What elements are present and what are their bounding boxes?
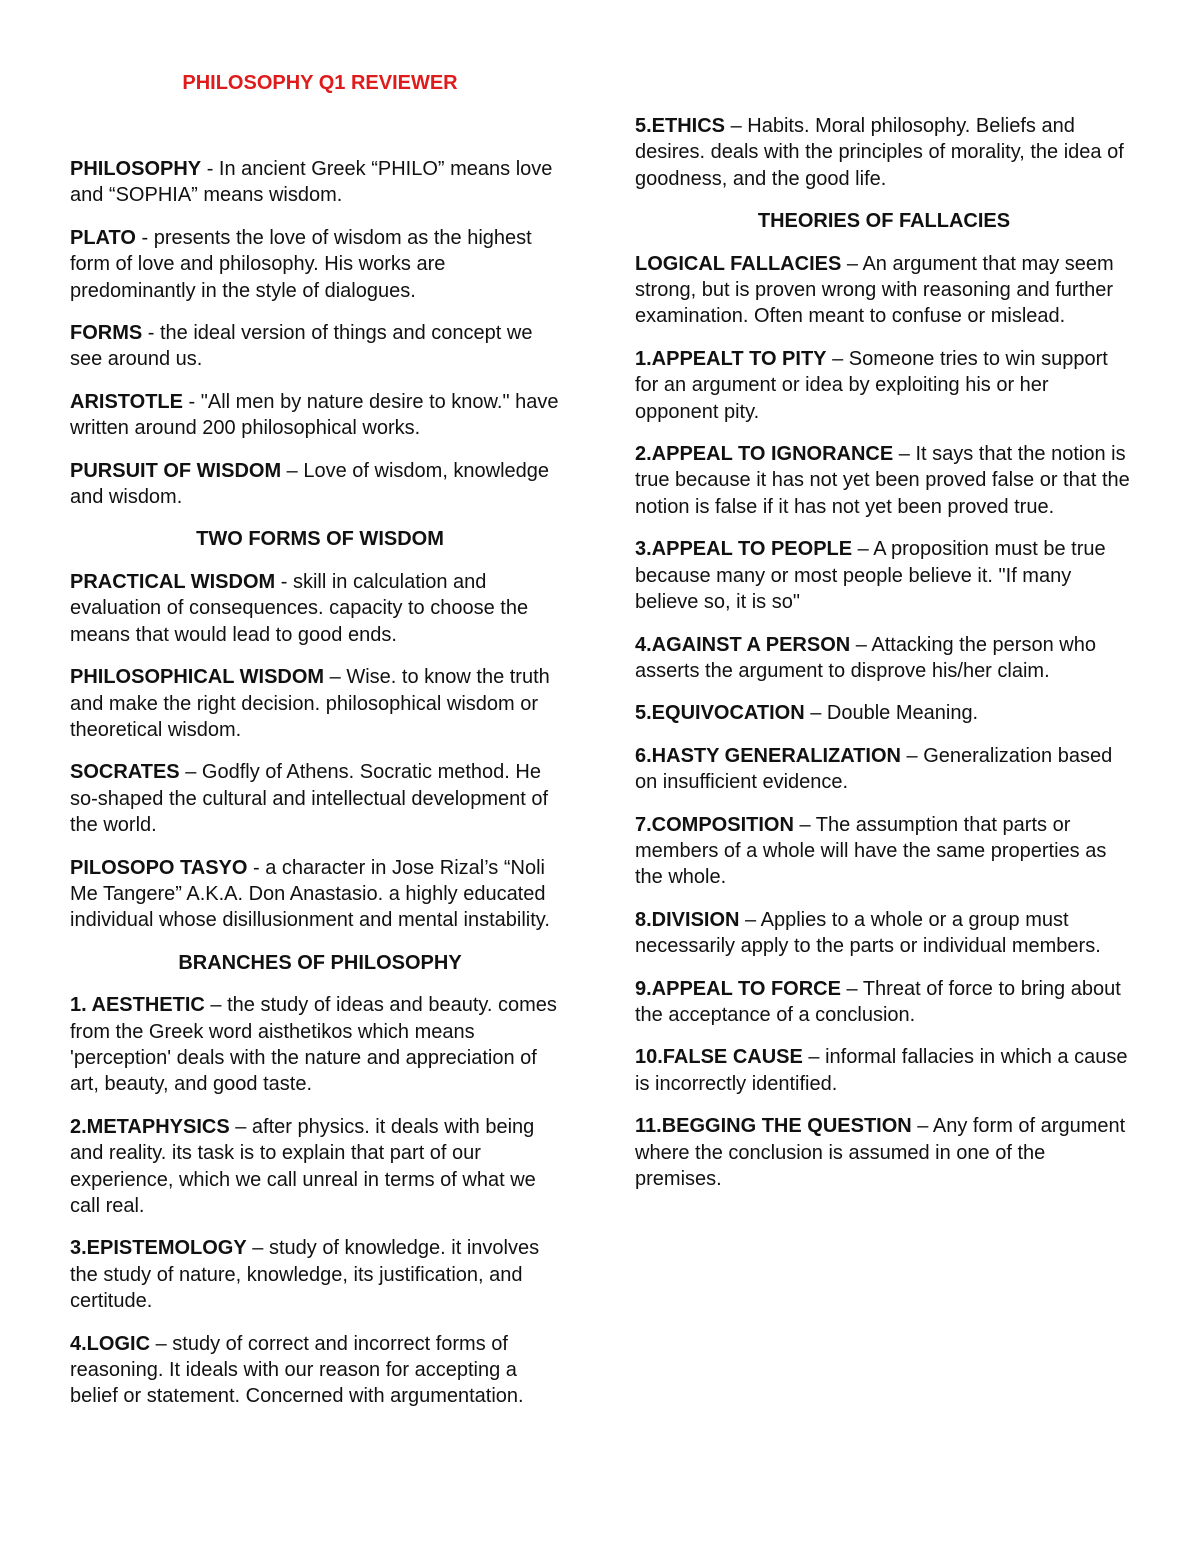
entry-text: Wise. to know the truth and make the right decision. philosophical wisdom or theoretical wisdom. — [70, 666, 550, 741]
definition-entry — [70, 992, 570, 1098]
entry-term: 3.EPISTEMOLOGY — [70, 1237, 247, 1260]
definition-entry — [70, 1235, 570, 1314]
entry-text: Double Meaning. — [826, 702, 979, 725]
entry-separator: – — [804, 702, 827, 725]
definition-entry — [635, 346, 1133, 425]
entry-text: skill in calculation and evaluation of consequences. capacity to choose the means that would lead to good ends. — [70, 570, 529, 646]
entry-separator: - — [182, 390, 201, 413]
definition-entry — [70, 389, 570, 442]
definition-entry — [70, 156, 570, 209]
definition-entry — [635, 907, 1133, 960]
entry-text: presents the love of wisdom as the highest form of love and philosophy. His works are predominantly in the style of dialogues. — [70, 226, 532, 302]
entry-text: the ideal version of things and concept we see around us. — [70, 322, 533, 371]
entry-text: Applies to a whole or a group must necessarily apply to the parts or individual members. — [635, 908, 1101, 958]
entry-separator: - — [247, 856, 266, 879]
entry-separator: – — [826, 347, 849, 370]
entry-term: 4.AGAINST A PERSON — [635, 633, 851, 656]
entry-separator: – — [281, 459, 304, 482]
entry-term: SOCRATES — [70, 761, 180, 784]
entry-term: 10.FALSE CAUSE — [635, 1046, 803, 1069]
entry-text: Threat of force to bring about the acceptance of a conclusion. — [635, 977, 1121, 1026]
intro-list — [70, 156, 570, 510]
entry-term: 2.METAPHYSICS — [70, 1115, 230, 1138]
entry-separator: – — [911, 1115, 933, 1138]
definition-entry — [635, 632, 1133, 685]
definition-entry — [70, 855, 570, 934]
entry-separator: – — [150, 1332, 173, 1355]
definition-entry — [70, 1114, 570, 1220]
entry-separator: – — [793, 813, 816, 836]
entry-text: A proposition must be true because many or most people believe it. "If many believe so, it is so" — [635, 538, 1106, 614]
entry-text: a character in Jose Rizal’s “Noli Me Tangere” A.K.A. Don Anastasio. a highly educated individual whose disillusionment and mental instability. — [70, 856, 550, 932]
entry-separator: - — [275, 570, 293, 593]
wisdom-heading: TWO FORMS OF WISDOM — [196, 528, 444, 551]
entry-text: An argument that may seem strong, but is proven wrong with reasoning and further examination. Often meant to confuse or mislead. — [635, 252, 1114, 328]
entry-separator: – — [852, 538, 874, 561]
wisdom-list — [70, 569, 570, 934]
entry-separator: – — [893, 443, 916, 466]
entry-separator: – — [204, 994, 228, 1017]
entry-text: informal fallacies in which a cause is incorrectly identified. — [635, 1046, 1128, 1095]
entry-text: Someone tries to win support for an argument or idea by exploiting his or her opponent pity. — [635, 347, 1108, 423]
entry-text: study of correct and incorrect forms of reasoning. It ideals with our reason for accepting a belief or statement. Concerned with argumentation. — [70, 1332, 524, 1408]
entry-separator: – — [725, 115, 748, 137]
entry-text: It says that the notion is true because it has not yet been proved false or that the notion is false if it has not yet been proved true. — [635, 443, 1130, 518]
entry-term: LOGICAL FALLACIES — [635, 252, 842, 275]
left-entries — [70, 156, 570, 1426]
entry-term: 7.COMPOSITION — [635, 813, 794, 836]
definition-entry — [635, 536, 1133, 615]
entry-separator: – — [324, 666, 347, 689]
entry-separator: – — [840, 977, 863, 1000]
definition-entry — [70, 759, 570, 838]
entry-text: The assumption that parts or members of a whole will have the same properties as the whole. — [635, 813, 1107, 889]
entry-term: PLATO — [70, 226, 136, 249]
entry-text: Attacking the person who asserts the argument to disprove his/her claim. — [635, 633, 1096, 682]
entry-term: PRACTICAL WISDOM — [70, 570, 276, 593]
entry-separator: – — [841, 252, 863, 275]
definition-entry — [635, 113, 1133, 192]
entry-separator: – — [179, 761, 202, 784]
entry-separator: - — [201, 158, 219, 180]
definition-entry — [70, 458, 570, 511]
entry-text: In ancient Greek “PHILO” means love and “SOPHIA” means wisdom. — [70, 158, 553, 207]
definition-entry — [635, 441, 1133, 520]
definition-entry — [635, 700, 1133, 726]
definition-entry — [635, 1113, 1133, 1192]
entry-separator: – — [802, 1046, 826, 1069]
definition-entry — [635, 812, 1133, 891]
entry-text: the study of ideas and beauty. comes from the Greek word aisthetikos which means 'perception' deals with the nature and appreciation of art, beauty, and good taste. — [70, 994, 557, 1096]
entry-term: ARISTOTLE — [70, 390, 183, 413]
entry-separator: - — [142, 322, 160, 345]
entry-term: 5.EQUIVOCATION — [635, 702, 805, 725]
entry-text: Generalization based on insufficient evidence. — [635, 744, 1113, 794]
entry-text: Love of wisdom, knowledge and wisdom. — [70, 459, 550, 509]
entry-term: 5.ETHICS — [635, 115, 726, 137]
entry-separator: - — [135, 226, 154, 249]
right-entries — [635, 113, 1133, 1208]
fallacies-heading: THEORIES OF FALLACIES — [757, 210, 1011, 233]
entry-term: 8.DIVISION — [635, 908, 740, 931]
entry-term: 3.APPEAL TO PEOPLE — [635, 538, 853, 561]
entry-term: 11.BEGGING THE QUESTION — [635, 1115, 912, 1138]
entry-text: Habits. Moral philosophy. Beliefs and desires. deals with the principles of morality, the idea of goodness, and the good life. — [635, 115, 1124, 190]
entry-separator: – — [229, 1115, 252, 1138]
branches-list — [70, 992, 570, 1410]
entry-term: PHILOSOPHICAL WISDOM — [70, 666, 325, 689]
entry-term: 1. AESTHETIC — [70, 994, 205, 1017]
definition-entry — [70, 320, 570, 373]
definition-entry — [70, 569, 570, 648]
entry-separator: – — [850, 633, 872, 656]
entry-term: PILOSOPO TASYO — [70, 856, 248, 879]
entry-separator: – — [739, 908, 761, 931]
definition-entry — [635, 976, 1133, 1029]
document-title: PHILOSOPHY Q1 REVIEWER — [182, 72, 458, 94]
entry-text: Any form of argument where the conclusion is assumed in one of the premises. — [635, 1115, 1126, 1190]
entry-term: 9.APPEAL TO FORCE — [635, 977, 841, 1000]
entry-term: 6.HASTY GENERALIZATION — [635, 744, 901, 767]
entry-text: Godfly of Athens. Socratic method. He so-shaped the cultural and intellectual development of the world. — [70, 761, 549, 837]
branches-heading: BRANCHES OF PHILOSOPHY — [178, 951, 462, 974]
fallacies-list — [635, 251, 1133, 1193]
entry-text: study of knowledge. it involves the study of nature, knowledge, its justification, and certitude. — [70, 1237, 540, 1313]
entry-term: PHILOSOPHY — [70, 158, 202, 180]
definition-entry — [635, 1044, 1133, 1097]
entry-term: 4.LOGIC — [70, 1332, 151, 1355]
entry-term: PURSUIT OF WISDOM — [70, 459, 282, 482]
entry-term: FORMS — [70, 322, 143, 345]
definition-entry — [70, 225, 570, 304]
entry-term: 1.APPEALT TO PITY — [635, 347, 827, 370]
entry-term: 2.APPEAL TO IGNORANCE — [635, 443, 894, 466]
definition-entry — [70, 1331, 570, 1410]
entry-separator: – — [900, 744, 924, 767]
definition-entry — [70, 664, 570, 743]
definition-entry — [635, 743, 1133, 796]
entry-separator: – — [246, 1237, 269, 1260]
entry-text: after physics. it deals with being and reality. its task is to explain that part of our experience, which we call unreal in terms of what we call real. — [70, 1115, 536, 1217]
entry-text: "All men by nature desire to know." have written around 200 philosophical works. — [70, 390, 559, 440]
definition-entry — [635, 251, 1133, 330]
